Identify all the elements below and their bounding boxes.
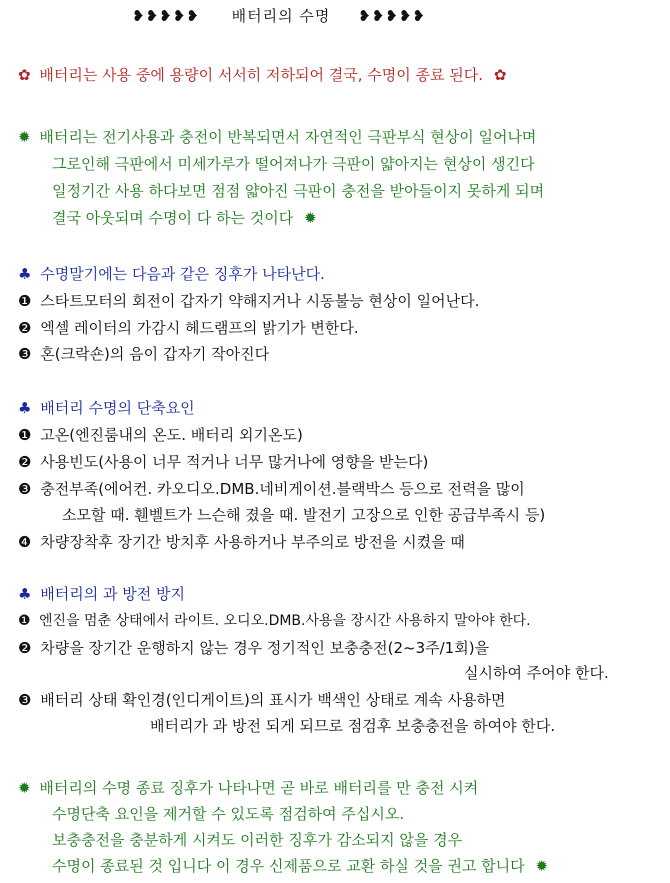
item-text: 배터리가 과 방전 되게 되므로 점검후 보충충전을 하여야 한다.: [150, 717, 556, 735]
item-text: 차량을 장기간 운행하지 않는 경우 정기적인 보충충전(2~3주/1회)을: [40, 639, 490, 657]
number-badge: ❸: [18, 345, 32, 363]
section-heading-prevention: [18, 584, 185, 604]
section-heading-symptoms: [18, 264, 325, 284]
club-icon: ♣: [18, 399, 32, 417]
heading-text: 배터리의 과 방전 방지: [40, 585, 185, 603]
item-text: 소모할 때. 휀벨트가 느슨해 졌을 때. 발전기 고장으로 인한 공급부족시 등): [62, 506, 546, 524]
list-item-continuation: [150, 716, 555, 736]
number-badge: ❶: [18, 292, 32, 310]
number-badge: ❹: [18, 533, 32, 551]
heading-text: 수명말기에는 다음과 같은 징후가 나타난다.: [40, 265, 325, 283]
item-text: 실시하여 주어야 한다.: [464, 664, 609, 682]
number-badge: ❶: [18, 613, 31, 629]
item-text: 스타트모터의 회전이 갑자기 약해지거나 시동불능 현상이 일어난다.: [40, 292, 480, 310]
list-item: [18, 479, 525, 499]
closing-line-2: [52, 804, 404, 824]
item-text: 사용빈도(사용이 너무 적거나 너무 많거나에 영향을 받는다): [40, 453, 429, 471]
list-item: [18, 690, 506, 710]
heart-decoration-right: ❥❥❥❥❥: [358, 7, 426, 25]
explain-line-1: [18, 127, 536, 147]
explain-line-3: [52, 181, 544, 201]
explain-text: 배터리는 전기사용과 충전이 반복되면서 자연적인 극판부식 현상이 일어나며: [39, 128, 537, 146]
intro-text: 배터리는 사용 중에 용량이 서서히 저하되어 결국, 수명이 종료 된다.: [39, 66, 484, 84]
star-icon: ✹: [18, 128, 31, 146]
explain-line-4: [52, 208, 317, 228]
list-item-continuation: [464, 663, 609, 683]
list-item: [18, 425, 303, 445]
title-text: 배터리의 수명: [231, 7, 331, 25]
item-text: 차량장착후 장기간 방치후 사용하거나 부주의로 방전을 시켰을 때: [40, 533, 465, 551]
item-text: 엔진을 멈춘 상태에서 라이트. 오디오.DMB.사용을 장시간 사용하지 말아야 한다.: [39, 613, 531, 629]
page-title: [132, 6, 426, 26]
flower-icon: ✿: [18, 66, 31, 84]
number-badge: ❷: [18, 453, 32, 471]
star-icon: ✹: [303, 209, 317, 227]
closing-text: 수명단축 요인을 제거할 수 있도록 점검하여 주십시오.: [52, 805, 405, 823]
number-badge: ❷: [18, 639, 32, 657]
closing-line-1: [18, 778, 478, 798]
list-item: [18, 611, 531, 631]
closing-text: 보충충전을 충분하게 시켜도 이러한 징후가 감소되지 않을 경우: [52, 831, 463, 849]
number-badge: ❶: [18, 426, 32, 444]
closing-line-3: [52, 830, 462, 850]
heart-decoration-left: ❥❥❥❥❥: [132, 7, 200, 25]
item-text: 충전부족(에어컨. 카오디오.DMB.네비게이션.블랙박스 등으로 전력을 많이: [40, 480, 525, 498]
star-icon: ✹: [18, 779, 31, 797]
closing-text: 배터리의 수명 종료 징후가 나타나면 곧 바로 배터리를 만 충전 시켜: [39, 779, 479, 797]
number-badge: ❷: [18, 319, 32, 337]
explain-text: 그로인해 극판에서 미세가루가 떨어져나가 극판이 얇아지는 현상이 생긴다: [52, 155, 535, 173]
explain-line-2: [52, 154, 535, 174]
explain-text: 일정기간 사용 하다보면 점점 얇아진 극판이 충전을 받아들이지 못하게 되며: [52, 182, 545, 200]
list-item: [18, 344, 269, 364]
club-icon: ♣: [18, 585, 32, 603]
item-text: 혼(크락숀)의 음이 갑자기 작아진다: [40, 345, 270, 363]
list-item: [18, 532, 465, 552]
closing-text: 수명이 종료된 것 입니다 이 경우 신제품으로 교환 하실 것을 권고 합니다: [52, 857, 525, 875]
number-badge: ❸: [18, 691, 32, 709]
list-item: [18, 638, 489, 658]
item-text: 배터리 상태 확인경(인디게이트)의 표시가 백색인 상태로 계속 사용하면: [40, 691, 506, 709]
number-badge: ❸: [18, 480, 32, 498]
closing-line-4: [52, 856, 548, 876]
item-text: 고온(엔진룸내의 온도. 배터리 외기온도): [40, 426, 303, 444]
list-item: [18, 291, 479, 311]
flower-icon: ✿: [493, 66, 507, 84]
intro-line: [18, 65, 506, 85]
star-icon: ✹: [535, 857, 549, 875]
list-item-continuation: [62, 505, 545, 525]
heading-text: 배터리 수명의 단축요인: [40, 399, 195, 417]
list-item: [18, 452, 428, 472]
section-heading-factors: [18, 398, 195, 418]
item-text: 엑셀 레이터의 가감시 헤드램프의 밝기가 변한다.: [40, 319, 359, 337]
club-icon: ♣: [18, 265, 32, 283]
list-item: [18, 318, 359, 338]
explain-text: 결국 아웃되며 수명이 다 하는 것이다: [52, 209, 294, 227]
